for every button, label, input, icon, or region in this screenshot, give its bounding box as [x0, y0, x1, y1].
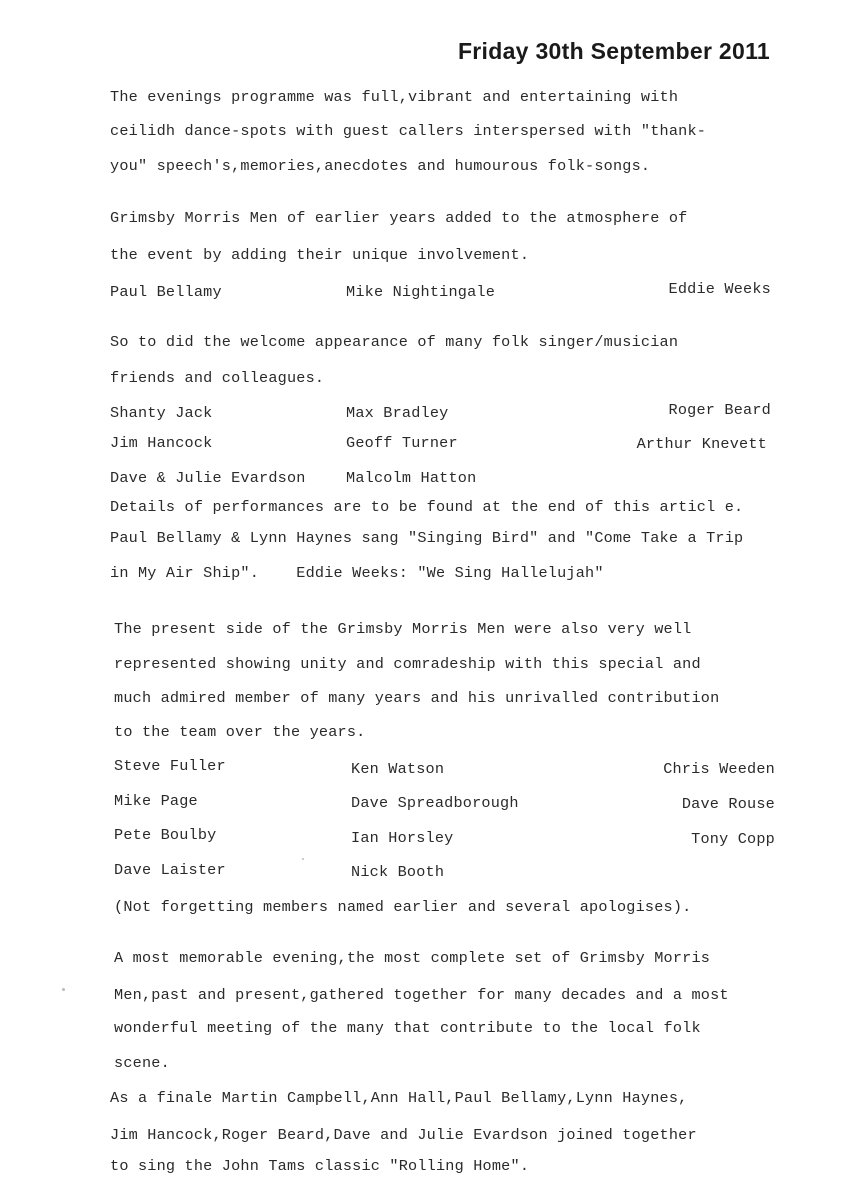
musician-r2-c3: Arthur Knevett — [636, 435, 767, 453]
earlier-name-2: Mike Nightingale — [346, 283, 496, 301]
musician-r1-c1: Shanty Jack — [110, 404, 213, 422]
para7-line-2: Jim Hancock,Roger Beard,Dave and Julie Evardson joined together — [110, 1126, 697, 1144]
apologies-note: (Not forgetting members named earlier and several apologises). — [114, 898, 692, 916]
musician-r1-c2: Max Bradley — [346, 404, 449, 422]
present-r2-c1: Mike Page — [114, 792, 198, 810]
para5-line-1: The present side of the Grimsby Morris Men were also very well — [114, 620, 692, 638]
earlier-name-3: Eddie Weeks — [668, 280, 771, 298]
present-r1-c2: Ken Watson — [351, 760, 445, 778]
present-r4-c2: Nick Booth — [351, 863, 445, 881]
para2-line-1: Grimsby Morris Men of earlier years added to the atmosphere of — [110, 209, 688, 227]
para6-line-1: A most memorable evening,the most complete set of Grimsby Morris — [114, 949, 711, 967]
earlier-name-1: Paul Bellamy — [110, 283, 222, 301]
para6-line-4: scene. — [114, 1054, 170, 1072]
para5-line-4: to the team over the years. — [114, 723, 366, 741]
para7-line-3: to sing the John Tams classic "Rolling Home". — [110, 1157, 530, 1175]
present-r3-c1: Pete Boulby — [114, 826, 217, 844]
present-r3-c3: Tony Copp — [691, 830, 775, 848]
para4-line-2: Paul Bellamy & Lynn Haynes sang "Singing Bird" and "Come Take a Trip — [110, 529, 744, 547]
para3-line-2: friends and colleagues. — [110, 369, 325, 387]
scan-speck — [302, 858, 304, 860]
para1-line-1: The evenings programme was full,vibrant and entertaining with — [110, 88, 679, 106]
present-r1-c1: Steve Fuller — [114, 757, 226, 775]
musician-r2-c2: Geoff Turner — [346, 434, 458, 452]
para4-line-1: Details of performances are to be found at the end of this articl e. — [110, 498, 744, 516]
present-r3-c2: Ian Horsley — [351, 829, 454, 847]
page-title: Friday 30th September 2011 — [457, 38, 770, 64]
musician-r2-c1: Jim Hancock — [110, 434, 213, 452]
para1-line-3: you" speech's,memories,anecdotes and humourous folk-songs. — [110, 157, 651, 175]
para4-line-3: in My Air Ship". Eddie Weeks: "We Sing Hallelujah" — [110, 564, 604, 582]
present-r2-c3: Dave Rouse — [681, 795, 775, 813]
para5-line-2: represented showing unity and comradeship with this special and — [114, 655, 701, 673]
scan-speck — [62, 988, 65, 991]
para6-line-3: wonderful meeting of the many that contribute to the local folk — [114, 1019, 701, 1037]
para1-line-2: ceilidh dance-spots with guest callers interspersed with "thank- — [110, 122, 707, 140]
musician-r3-c2: Malcolm Hatton — [346, 469, 477, 487]
musician-r1-c3: Roger Beard — [668, 401, 771, 419]
para2-line-2: the event by adding their unique involvement. — [110, 246, 530, 264]
para3-line-1: So to did the welcome appearance of many folk singer/musician — [110, 333, 679, 351]
para5-line-3: much admired member of many years and his unrivalled contribution — [114, 689, 720, 707]
para6-line-2: Men,past and present,gathered together for many decades and a most — [114, 986, 729, 1004]
present-r1-c3: Chris Weeden — [663, 760, 775, 778]
present-r2-c2: Dave Spreadborough — [351, 794, 519, 812]
para7-line-1: As a finale Martin Campbell,Ann Hall,Paul Bellamy,Lynn Haynes, — [110, 1089, 688, 1107]
present-r4-c1: Dave Laister — [114, 861, 226, 879]
musician-r3-c1: Dave & Julie Evardson — [110, 469, 306, 487]
